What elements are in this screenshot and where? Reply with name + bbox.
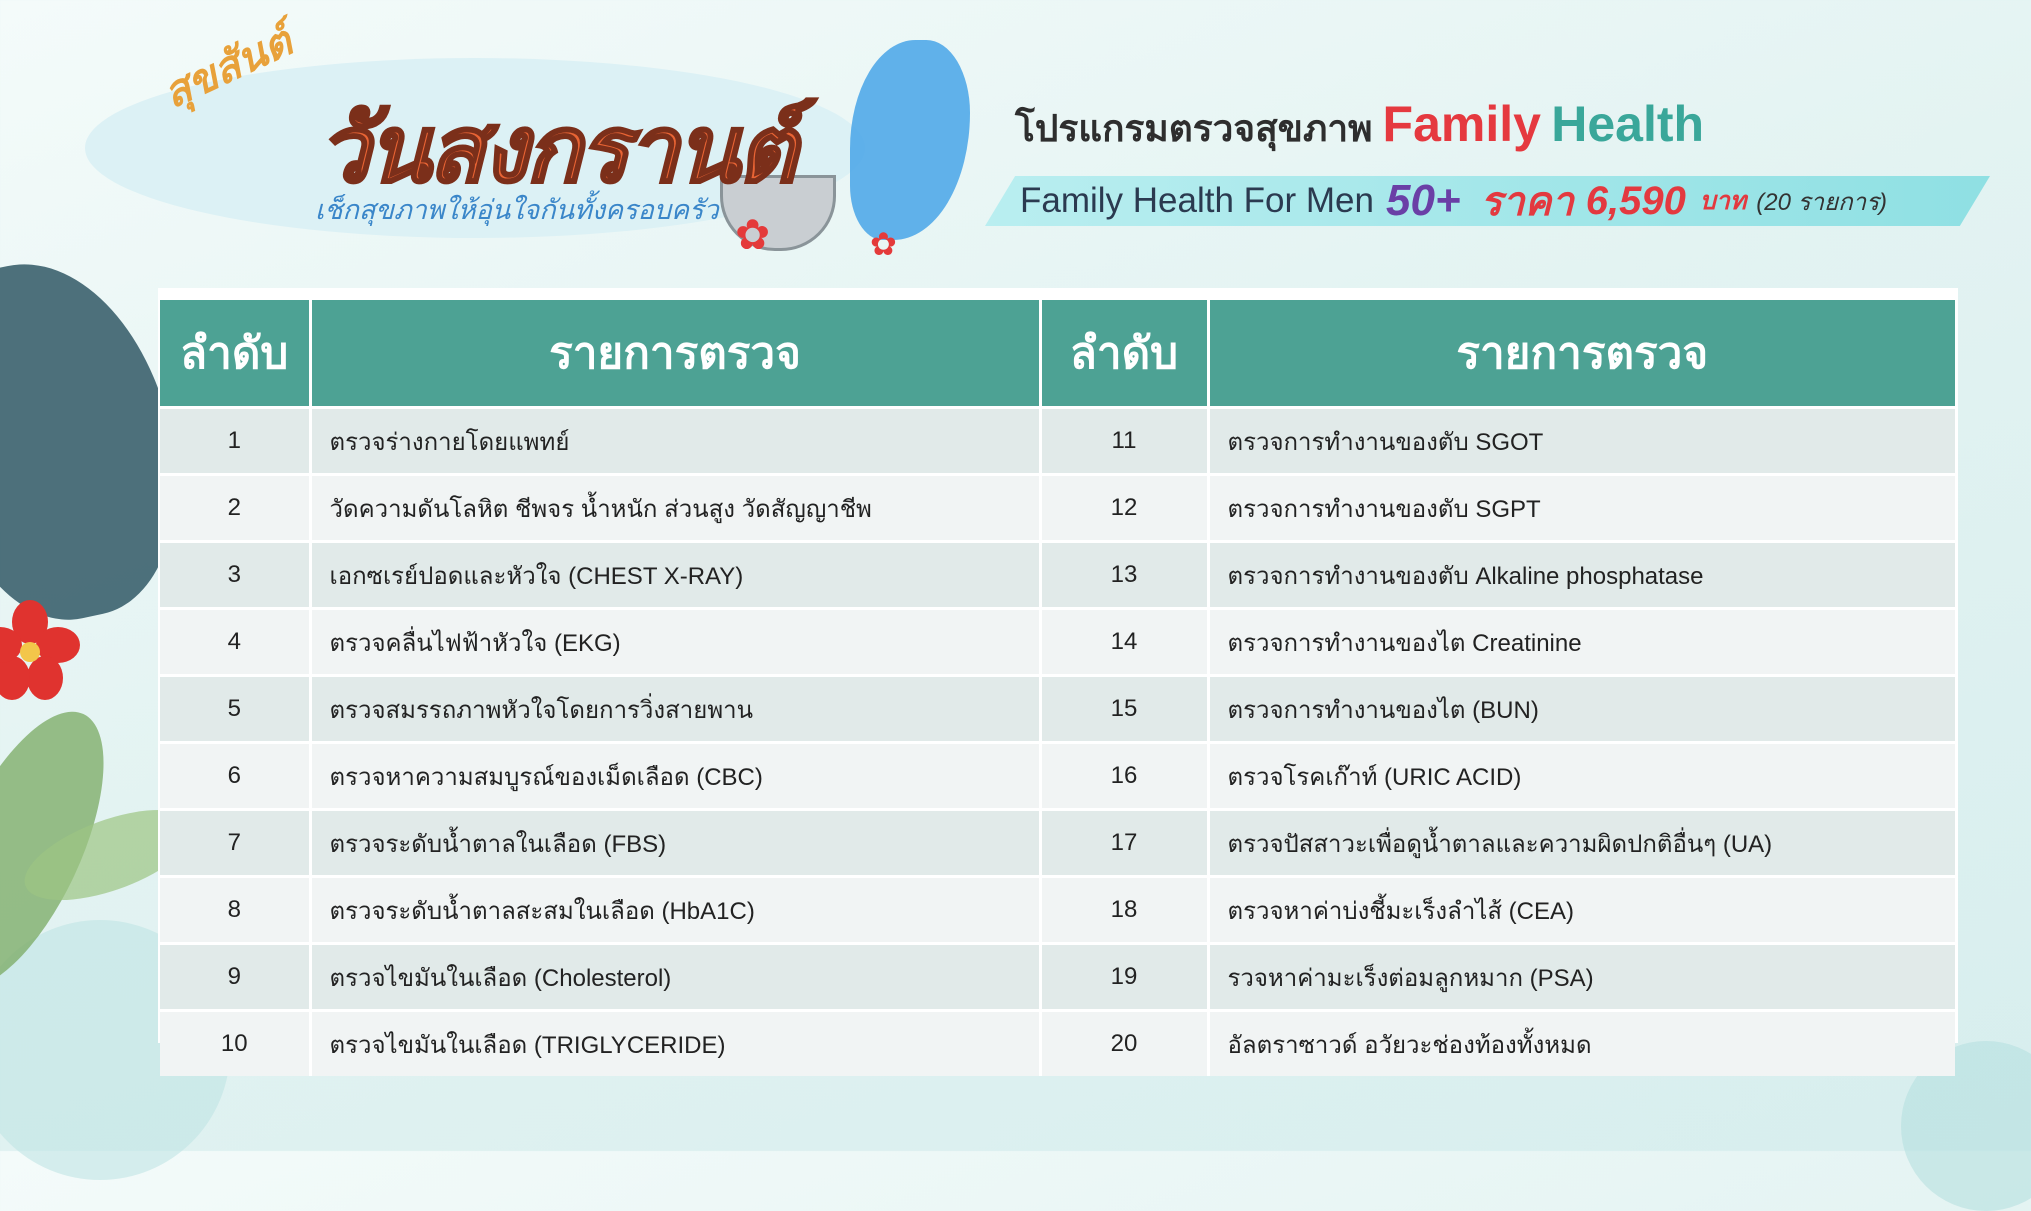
table-row [160,743,1955,810]
package-name: Family Health For Men [1020,181,1374,220]
table-row [160,408,1955,475]
row-number: 7 [160,810,310,877]
table-row [160,676,1955,743]
checkup-item: รวจหาค่ามะเร็งต่อมลูกหมาก (PSA) [1208,944,1955,1011]
table-row [160,1011,1955,1077]
row-number: 8 [160,877,310,944]
checkup-item: ตรวจหาความสมบูรณ์ของเม็ดเลือด (CBC) [310,743,1040,810]
row-number: 12 [1040,475,1208,542]
logo-subtitle: สุขสันต์ [155,16,300,117]
price-unit: บาท [1699,187,1747,215]
row-number: 5 [160,676,310,743]
checkup-item: ตรวจไขมันในเลือด (Cholesterol) [310,944,1040,1011]
column-header-no: ลำดับ [160,300,310,408]
program-title [1015,95,1704,158]
column-header-item: รายการตรวจ [1208,300,1955,408]
checkup-item: ตรวจสมรรถภาพหัวใจโดยการวิ่งสายพาน [310,676,1040,743]
table-row [160,609,1955,676]
checkup-table [160,300,1955,1076]
row-number: 17 [1040,810,1208,877]
checkup-item: ตรวจการทำงานของไต Creatinine [1208,609,1955,676]
checkup-item: ตรวจระดับน้ำตาลในเลือด (FBS) [310,810,1040,877]
checkup-item: เอกซเรย์ปอดและหัวใจ (CHEST X-RAY) [310,542,1040,609]
checkup-item: อัลตราซาวด์ อวัยวะช่องท้องทั้งหมด [1208,1011,1955,1077]
row-number: 4 [160,609,310,676]
price-label: ราคา [1480,180,1574,224]
row-number: 10 [160,1011,310,1077]
column-header-no: ลำดับ [1040,300,1208,408]
water-splash-icon [850,40,970,240]
table-row [160,475,1955,542]
checkup-item: ตรวจร่างกายโดยแพทย์ [310,408,1040,475]
row-number: 18 [1040,877,1208,944]
table-row [160,810,1955,877]
table-row [160,877,1955,944]
table-row [160,944,1955,1011]
checkup-item: ตรวจระดับน้ำตาลสะสมในเลือด (HbA1C) [310,877,1040,944]
checkup-item: ตรวจการทำงานของไต (BUN) [1208,676,1955,743]
checkup-item: ตรวจการทำงานของตับ SGOT [1208,408,1955,475]
row-number: 14 [1040,609,1208,676]
checkup-item: ตรวจไขมันในเลือด (TRIGLYCERIDE) [310,1011,1040,1077]
item-count: (20 รายการ) [1756,188,1887,216]
checkup-item: ตรวจการทำงานของตับ SGPT [1208,475,1955,542]
flower-icon: ✿ [870,226,897,262]
program-title-prefix: โปรแกรมตรวจสุขภาพ [1015,108,1373,149]
row-number: 16 [1040,743,1208,810]
package-age: 50+ [1385,176,1461,225]
red-flower-icon [0,600,80,700]
checkup-item: ตรวจโรคเก๊าท์ (URIC ACID) [1208,743,1955,810]
row-number: 1 [160,408,310,475]
row-number: 20 [1040,1011,1208,1077]
package-info [1020,176,1887,226]
row-number: 2 [160,475,310,542]
program-title-health: Health [1551,96,1705,152]
logo-tagline: เช็กสุขภาพให้อุ่นใจกันทั้งครอบครัว [315,195,719,225]
checkup-item: วัดความดันโลหิต ชีพจร น้ำหนัก ส่วนสูง วัดสัญญาชีพ [310,475,1040,542]
row-number: 11 [1040,408,1208,475]
checkup-item: ตรวจคลื่นไฟฟ้าหัวใจ (EKG) [310,609,1040,676]
row-number: 15 [1040,676,1208,743]
logo-title: วันสงกรานต์ [318,99,796,201]
checkup-item: ตรวจหาค่าบ่งชี้มะเร็งลำไส้ (CEA) [1208,877,1955,944]
row-number: 9 [160,944,310,1011]
checkup-item: ตรวจปัสสาวะเพื่อดูน้ำตาลและความผิดปกติอื่นๆ (UA) [1208,810,1955,877]
row-number: 3 [160,542,310,609]
row-number: 6 [160,743,310,810]
table-row [160,542,1955,609]
row-number: 13 [1040,542,1208,609]
program-title-family: Family [1382,96,1541,152]
row-number: 19 [1040,944,1208,1011]
column-header-item: รายการตรวจ [310,300,1040,408]
checkup-item: ตรวจการทำงานของตับ Alkaline phosphatase [1208,542,1955,609]
flower-icon: ✿ [735,211,771,258]
price-value: 6,590 [1585,178,1686,223]
table-header-row [160,300,1955,408]
